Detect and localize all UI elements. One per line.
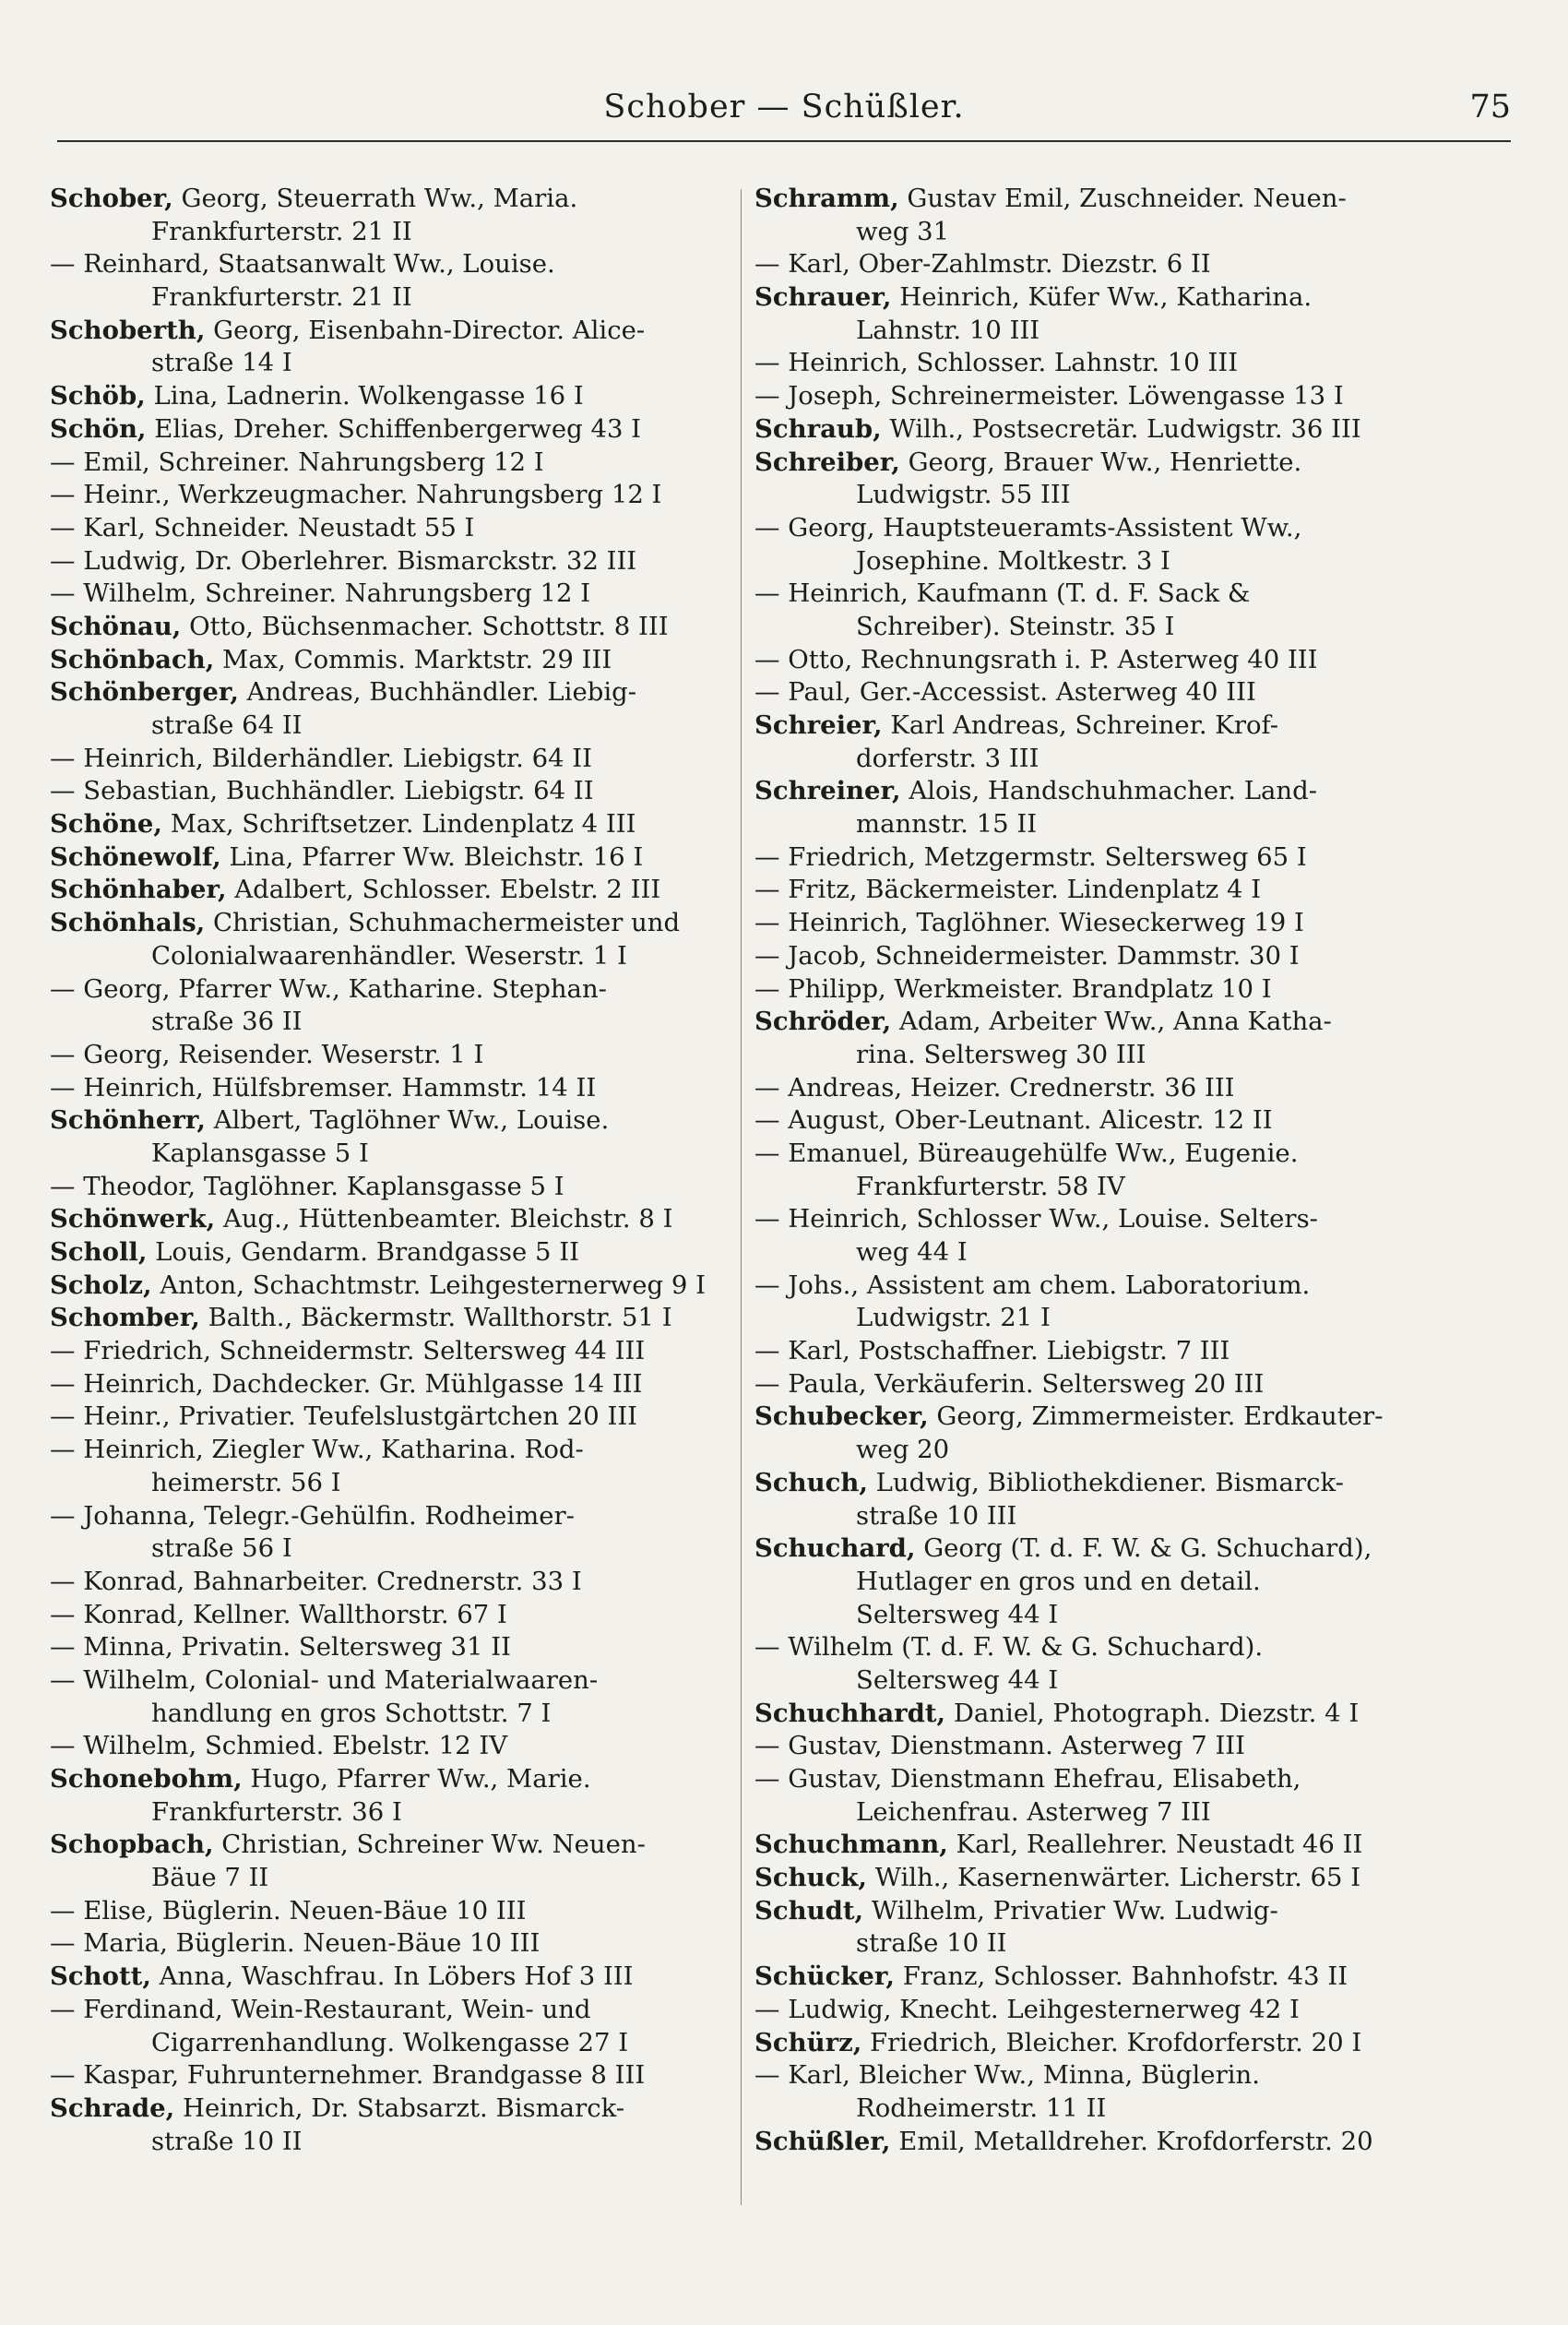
entry-text: straße 64 II xyxy=(151,710,303,740)
surname: Schonebohm, xyxy=(50,1764,243,1794)
directory-line xyxy=(754,315,1451,348)
directory-line xyxy=(50,940,746,973)
entry-text: Anton, Schachtmstr. Leihgesternerweg 9 I xyxy=(151,1270,706,1300)
directory-line xyxy=(50,248,746,281)
surname: Schuch, xyxy=(754,1467,868,1497)
directory-line xyxy=(754,578,1451,611)
directory-line xyxy=(50,676,746,709)
directory-line xyxy=(754,1434,1451,1467)
directory-line xyxy=(50,1566,746,1599)
directory-line xyxy=(50,578,746,611)
surname: Scholl, xyxy=(50,1237,148,1267)
surname: Schubecker, xyxy=(754,1401,929,1432)
directory-line xyxy=(50,808,746,841)
surname: Schrade, xyxy=(50,2092,175,2123)
entry-text: mannstr. 15 II xyxy=(856,809,1038,840)
entry-text: — Georg, Hauptsteueramts-Assistent Ww., xyxy=(754,512,1302,542)
directory-line xyxy=(754,743,1451,776)
surname: Schuck, xyxy=(754,1863,867,1893)
entry-text: — Ludwig, Knecht. Leihgesternerweg 42 I xyxy=(754,1994,1300,2024)
entry-text: Hugo, Pfarrer Ww., Marie. xyxy=(242,1764,591,1794)
directory-line xyxy=(754,808,1451,841)
entry-text: Wilh., Postsecretär. Ludwigstr. 36 III xyxy=(881,413,1361,444)
directory-line xyxy=(50,841,746,875)
directory-line xyxy=(50,380,746,413)
entry-text: Georg (T. d. F. W. & G. Schuchard), xyxy=(915,1533,1372,1564)
entry-text: — Karl, Ober-Zahlmstr. Diezstr. 6 II xyxy=(754,249,1211,280)
entry-text: — Heinr., Werkzeugmacher. Nahrungsberg 12 I xyxy=(50,480,662,510)
entry-text: Bäue 7 II xyxy=(151,1863,269,1893)
entry-text: — Ludwig, Dr. Oberlehrer. Bismarckstr. 32 III xyxy=(50,545,637,576)
directory-line xyxy=(50,512,746,545)
entry-text: — Heinrich, Kaufmann (T. d. F. Sack & xyxy=(754,578,1251,609)
directory-line xyxy=(50,1006,746,1039)
entry-text: weg 31 xyxy=(856,216,950,246)
directory-line xyxy=(50,2126,746,2159)
surname: Schoberth, xyxy=(50,315,206,345)
surname: Schönwerk, xyxy=(50,1204,216,1234)
directory-line xyxy=(50,1203,746,1236)
directory-line xyxy=(754,1566,1451,1599)
entry-text: Schreiber). Steinstr. 35 I xyxy=(856,611,1175,641)
entry-text: — August, Ober-Leutnant. Alicestr. 12 II xyxy=(754,1105,1273,1136)
surname: Schuchard, xyxy=(754,1533,916,1564)
directory-line xyxy=(50,1401,746,1434)
directory-line xyxy=(50,1335,746,1368)
directory-line xyxy=(754,611,1451,644)
right-column xyxy=(754,183,1451,2158)
directory-line xyxy=(50,775,746,808)
directory-line xyxy=(50,2027,746,2060)
entry-text: — Karl, Bleicher Ww., Minna, Büglerin. xyxy=(754,2060,1260,2091)
directory-line xyxy=(50,611,746,644)
entry-text: — Emil, Schreiner. Nahrungsberg 12 I xyxy=(50,447,544,477)
directory-line xyxy=(50,1763,746,1796)
directory-line xyxy=(50,973,746,1007)
entry-text: — Karl, Schneider. Neustadt 55 I xyxy=(50,512,475,542)
surname: Schrauer, xyxy=(754,282,892,313)
directory-line xyxy=(754,644,1451,677)
entry-text: — Wilhelm, Schmied. Ebelstr. 12 IV xyxy=(50,1731,508,1761)
directory-line xyxy=(50,1961,746,1994)
entry-text: — Johs., Assistent am chem. Laboratorium. xyxy=(754,1270,1311,1300)
entry-text: — Heinrich, Taglöhner. Wieseckerweg 19 I xyxy=(754,908,1304,938)
page-number: 75 xyxy=(1469,89,1511,125)
directory-line xyxy=(50,347,746,380)
directory-line xyxy=(50,1829,746,1862)
directory-line xyxy=(50,1434,746,1467)
entry-text: — Heinrich, Bilderhändler. Liebigstr. 64 II xyxy=(50,743,593,773)
entry-text: — Wilhelm, Colonial- und Materialwaaren- xyxy=(50,1664,599,1695)
surname: Schuchhardt, xyxy=(754,1698,946,1728)
directory-line xyxy=(50,1302,746,1335)
header-rule xyxy=(57,140,1511,142)
entry-text: — Friedrich, Schneidermstr. Seltersweg 44 III xyxy=(50,1336,646,1366)
entry-text: dorferstr. 3 III xyxy=(856,743,1039,773)
directory-line xyxy=(50,1730,746,1763)
directory-line xyxy=(754,841,1451,875)
entry-text: weg 20 xyxy=(856,1435,950,1465)
entry-text: straße 10 II xyxy=(856,1928,1007,1959)
directory-line xyxy=(754,775,1451,808)
directory-line xyxy=(754,1006,1451,1039)
entry-text: Ludwig, Bibliothekdiener. Bismarck- xyxy=(867,1467,1344,1497)
directory-line xyxy=(754,447,1451,480)
entry-text: — Reinhard, Staatsanwalt Ww., Louise. xyxy=(50,249,555,280)
entry-text: weg 44 I xyxy=(856,1237,968,1267)
entry-text: — Maria, Büglerin. Neuen-Bäue 10 III xyxy=(50,1928,540,1959)
entry-text: — Georg, Pfarrer Ww., Katharine. Stephan- xyxy=(50,973,607,1004)
entry-text: Emil, Metalldreher. Krofdorferstr. 20 xyxy=(890,2126,1373,2156)
directory-line xyxy=(754,1631,1451,1664)
directory-line xyxy=(754,1401,1451,1434)
directory-line xyxy=(754,248,1451,281)
entry-text: Leichenfrau. Asterweg 7 III xyxy=(856,1796,1211,1827)
directory-line xyxy=(50,644,746,677)
entry-text: — Emanuel, Büreaugehülfe Ww., Eugenie. xyxy=(754,1138,1299,1168)
directory-line xyxy=(50,447,746,480)
directory-line xyxy=(754,2059,1451,2092)
entry-text: Alois, Handschuhmacher. Land- xyxy=(900,776,1318,806)
entry-text: Georg, Steuerrath Ww., Maria. xyxy=(172,184,578,213)
entry-text: Georg, Zimmermeister. Erdkauter- xyxy=(928,1401,1384,1432)
directory-line xyxy=(754,1763,1451,1796)
entry-text: — Kaspar, Fuhrunternehmer. Brandgasse 8 III xyxy=(50,2060,646,2091)
directory-line xyxy=(754,1072,1451,1105)
directory-line xyxy=(50,1631,746,1664)
directory-line xyxy=(754,512,1451,545)
directory-line xyxy=(754,1796,1451,1830)
entry-text: Daniel, Photograph. Diezstr. 4 I xyxy=(945,1698,1360,1728)
surname: Schramm, xyxy=(754,184,899,213)
directory-line xyxy=(754,1862,1451,1895)
directory-line xyxy=(50,1500,746,1533)
directory-line xyxy=(50,413,746,447)
directory-line xyxy=(754,1599,1451,1632)
directory-line xyxy=(50,1072,746,1105)
directory-line xyxy=(754,413,1451,447)
directory-line xyxy=(50,1467,746,1500)
entry-text: — Jacob, Schneidermeister. Dammstr. 30 I xyxy=(754,940,1300,971)
entry-text: Andreas, Buchhändler. Liebig- xyxy=(238,677,637,708)
directory-line xyxy=(50,1039,746,1072)
entry-text: Lina, Ladnerin. Wolkengasse 16 I xyxy=(145,381,584,411)
directory-line xyxy=(754,874,1451,907)
directory-line xyxy=(50,1664,746,1698)
surname: Schröder, xyxy=(754,1007,892,1037)
directory-line xyxy=(754,545,1451,578)
entry-text: — Sebastian, Buchhändler. Liebigstr. 64 II xyxy=(50,776,594,806)
directory-line xyxy=(754,1994,1451,2027)
directory-line xyxy=(50,1796,746,1830)
entry-text: straße 10 II xyxy=(151,2126,303,2156)
entry-text: — Otto, Rechnungsrath i. P. Asterweg 40 III xyxy=(754,644,1318,674)
directory-line xyxy=(50,1532,746,1566)
entry-text: — Heinrich, Schlosser. Lahnstr. 10 III xyxy=(754,348,1239,378)
directory-line xyxy=(754,1829,1451,1862)
entry-text: Georg, Brauer Ww., Henriette. xyxy=(899,447,1302,477)
entry-text: Louis, Gendarm. Brandgasse 5 II xyxy=(147,1237,580,1267)
surname: Schopbach, xyxy=(50,1830,214,1860)
entry-text: Frankfurterstr. 21 II xyxy=(151,282,412,313)
surname: Schönherr, xyxy=(50,1105,206,1136)
entry-text: — Heinrich, Ziegler Ww., Katharina. Rod- xyxy=(50,1435,584,1465)
directory-line xyxy=(754,479,1451,512)
entry-text: Franz, Schlosser. Bahnhofstr. 43 II xyxy=(894,1961,1348,1992)
entry-text: Wilh., Kasernenwärter. Licherstr. 65 I xyxy=(866,1863,1361,1893)
entry-text: — Friedrich, Metzgermstr. Seltersweg 65 I xyxy=(754,841,1307,872)
directory-line xyxy=(754,1236,1451,1270)
surname: Schönhals, xyxy=(50,908,206,938)
entry-text: Adalbert, Schlosser. Ebelstr. 2 III xyxy=(226,875,661,905)
directory-line xyxy=(754,1203,1451,1236)
directory-line xyxy=(754,940,1451,973)
entry-text: — Ferdinand, Wein-Restaurant, Wein- und xyxy=(50,1994,591,2024)
entry-text: — Joseph, Schreinermeister. Löwengasse 13 I xyxy=(754,381,1344,411)
entry-text: — Minna, Privatin. Seltersweg 31 II xyxy=(50,1632,512,1663)
entry-text: Karl, Reallehrer. Neustadt 46 II xyxy=(947,1830,1363,1860)
directory-line xyxy=(754,347,1451,380)
entry-text: — Gustav, Dienstmann Ehefrau, Elisabeth, xyxy=(754,1764,1301,1794)
directory-line xyxy=(50,907,746,940)
entry-text: Max, Commis. Marktstr. 29 III xyxy=(214,644,612,674)
directory-line xyxy=(754,1664,1451,1698)
entry-text: Rodheimerstr. 11 II xyxy=(856,2092,1107,2123)
directory-line xyxy=(50,1927,746,1961)
entry-text: — Theodor, Taglöhner. Kaplansgasse 5 I xyxy=(50,1171,564,1201)
directory-line xyxy=(50,1270,746,1303)
entry-text: Wilhelm, Privatier Ww. Ludwig- xyxy=(863,1895,1278,1926)
directory-line xyxy=(50,2059,746,2092)
surname: Schöne, xyxy=(50,809,163,840)
entry-text: straße 56 I xyxy=(151,1533,292,1564)
entry-text: — Konrad, Bahnarbeiter. Crednerstr. 33 I xyxy=(50,1566,582,1596)
directory-line xyxy=(754,1039,1451,1072)
surname: Schuchmann, xyxy=(754,1830,948,1860)
directory-line xyxy=(754,2126,1451,2159)
entry-text: Seltersweg 44 I xyxy=(856,1664,1059,1695)
directory-line xyxy=(754,1467,1451,1500)
directory-line xyxy=(50,183,746,216)
surname: Schücker, xyxy=(754,1961,895,1992)
entry-text: Anna, Waschfrau. In Löbers Hof 3 III xyxy=(150,1961,634,1992)
entry-text: Balth., Bäckermstr. Wallthorstr. 51 I xyxy=(199,1303,672,1333)
directory-line xyxy=(50,1862,746,1895)
entry-text: — Georg, Reisender. Weserstr. 1 I xyxy=(50,1039,484,1069)
directory-line xyxy=(754,1730,1451,1763)
surname: Schön, xyxy=(50,413,147,444)
directory-line xyxy=(50,1895,746,1928)
entry-text: Elias, Dreher. Schiffenbergerweg 43 I xyxy=(146,413,642,444)
directory-line xyxy=(50,743,746,776)
entry-text: Georg, Eisenbahn-Director. Alice- xyxy=(205,315,646,345)
surname: Schönewolf, xyxy=(50,841,221,872)
entry-text: straße 10 III xyxy=(856,1500,1017,1531)
directory-line xyxy=(50,1599,746,1632)
entry-text: — Karl, Postschaffner. Liebigstr. 7 III xyxy=(754,1336,1230,1366)
directory-line xyxy=(754,216,1451,249)
entry-text: handlung en gros Schottstr. 7 I xyxy=(151,1698,552,1728)
directory-line xyxy=(754,1927,1451,1961)
surname: Schober, xyxy=(50,184,173,213)
surname: Schöb, xyxy=(50,381,146,411)
surname: Schreiner, xyxy=(754,776,901,806)
entry-text: — Heinrich, Schlosser Ww., Louise. Selters- xyxy=(754,1204,1318,1234)
entry-text: Gustav Emil, Zuschneider. Neuen- xyxy=(898,184,1347,213)
directory-line xyxy=(754,1138,1451,1171)
entry-text: — Heinrich, Dachdecker. Gr. Mühlgasse 14 III xyxy=(50,1368,643,1399)
entry-text: Albert, Taglöhner Ww., Louise. xyxy=(205,1105,610,1136)
entry-text: Karl Andreas, Schreiner. Krof- xyxy=(882,710,1279,740)
entry-text: heimerstr. 56 I xyxy=(151,1467,341,1497)
directory-line xyxy=(754,281,1451,315)
entry-text: Ludwigstr. 21 I xyxy=(856,1303,1051,1333)
directory-line xyxy=(50,1368,746,1401)
surname: Schönberger, xyxy=(50,677,239,708)
entry-text: Heinrich, Dr. Stabsarzt. Bismarck- xyxy=(174,2092,625,2123)
entry-text: rina. Seltersweg 30 III xyxy=(856,1039,1146,1069)
directory-line xyxy=(754,1104,1451,1138)
directory-line xyxy=(50,216,746,249)
directory-line xyxy=(754,1961,1451,1994)
entry-text: — Heinrich, Hülfsbremser. Hammstr. 14 II xyxy=(50,1072,597,1103)
running-title: Schober — Schüßler. xyxy=(603,89,965,125)
directory-line xyxy=(754,380,1451,413)
surname: Schönau, xyxy=(50,611,182,641)
directory-line xyxy=(754,1698,1451,1731)
directory-line xyxy=(754,676,1451,709)
entry-text: straße 36 II xyxy=(151,1007,303,1037)
surname: Schraub, xyxy=(754,413,882,444)
directory-line xyxy=(754,1368,1451,1401)
entry-text: — Gustav, Dienstmann. Asterweg 7 III xyxy=(754,1731,1246,1761)
entry-text: straße 14 I xyxy=(151,348,292,378)
entry-text: — Konrad, Kellner. Wallthorstr. 67 I xyxy=(50,1599,507,1629)
entry-text: — Wilhelm (T. d. F. W. & G. Schuchard). xyxy=(754,1632,1264,1663)
entry-text: Ludwigstr. 55 III xyxy=(856,480,1071,510)
entry-text: Frankfurterstr. 36 I xyxy=(151,1796,402,1827)
directory-line xyxy=(50,1236,746,1270)
directory-line xyxy=(50,874,746,907)
page-header xyxy=(57,81,1511,146)
directory-line xyxy=(754,183,1451,216)
entry-text: Aug., Hüttenbeamter. Bleichstr. 8 I xyxy=(215,1204,673,1234)
directory-line xyxy=(754,1895,1451,1928)
entry-text: — Heinr., Privatier. Teufelslustgärtchen 20 III xyxy=(50,1401,638,1432)
entry-text: Adam, Arbeiter Ww., Anna Katha- xyxy=(891,1007,1332,1037)
directory-line xyxy=(50,315,746,348)
surname: Schönbach, xyxy=(50,644,215,674)
directory-line xyxy=(50,709,746,743)
directory-line xyxy=(754,973,1451,1007)
directory-line xyxy=(50,1171,746,1204)
left-column xyxy=(50,183,746,2158)
directory-line xyxy=(50,1994,746,2027)
entry-text: Cigarrenhandlung. Wolkengasse 27 I xyxy=(151,2027,629,2057)
entry-text: Max, Schriftsetzer. Lindenplatz 4 III xyxy=(162,809,636,840)
surname: Scholz, xyxy=(50,1270,152,1300)
entry-text: Kaplansgasse 5 I xyxy=(151,1138,369,1168)
directory-line xyxy=(754,1171,1451,1204)
directory-line xyxy=(754,2027,1451,2060)
entry-text: Otto, Büchsenmacher. Schottstr. 8 III xyxy=(181,611,669,641)
directory-line xyxy=(754,709,1451,743)
entry-text: Lahnstr. 10 III xyxy=(856,315,1040,345)
surname: Schudt, xyxy=(754,1895,864,1926)
directory-line xyxy=(50,2092,746,2126)
directory-line xyxy=(50,1698,746,1731)
entry-text: Frankfurterstr. 21 II xyxy=(151,216,412,246)
directory-line xyxy=(754,1270,1451,1303)
entry-text: — Paul, Ger.-Accessist. Asterweg 40 III xyxy=(754,677,1256,708)
entry-text: Colonialwaarenhändler. Weserstr. 1 I xyxy=(151,940,627,971)
entry-text: Lina, Pfarrer Ww. Bleichstr. 16 I xyxy=(220,841,644,872)
entry-text: Hutlager en gros und en detail. xyxy=(856,1566,1261,1596)
entry-text: — Elise, Büglerin. Neuen-Bäue 10 III xyxy=(50,1895,527,1926)
entry-text: — Fritz, Bäckermeister. Lindenplatz 4 I xyxy=(754,875,1262,905)
entry-text: — Johanna, Telegr.-Gehülfin. Rodheimer- xyxy=(50,1500,575,1531)
directory-line xyxy=(50,545,746,578)
directory-line xyxy=(754,1335,1451,1368)
surname: Schreiber, xyxy=(754,447,900,477)
surname: Schreier, xyxy=(754,710,883,740)
directory-line xyxy=(754,1532,1451,1566)
column-divider xyxy=(741,189,742,2205)
directory-line xyxy=(754,907,1451,940)
directory-line xyxy=(754,2092,1451,2126)
entry-text: Friedrich, Bleicher. Krofdorferstr. 20 I xyxy=(861,2027,1362,2057)
directory-line xyxy=(50,281,746,315)
entry-text: Seltersweg 44 I xyxy=(856,1599,1059,1629)
directory-line xyxy=(754,1500,1451,1533)
directory-line xyxy=(754,1302,1451,1335)
entry-text: — Philipp, Werkmeister. Brandplatz 10 I xyxy=(754,973,1272,1004)
surname: Schürz, xyxy=(754,2027,862,2057)
entry-text: Christian, Schuhmachermeister und xyxy=(205,908,681,938)
entry-text: — Andreas, Heizer. Crednerstr. 36 III xyxy=(754,1072,1235,1103)
directory-line xyxy=(50,1138,746,1171)
entry-text: — Paula, Verkäuferin. Seltersweg 20 III xyxy=(754,1368,1265,1399)
entry-text: Frankfurterstr. 58 IV xyxy=(856,1171,1125,1201)
surname: Schüßler, xyxy=(754,2126,891,2156)
entry-text: — Wilhelm, Schreiner. Nahrungsberg 12 I xyxy=(50,578,591,609)
entry-text: Heinrich, Küfer Ww., Katharina. xyxy=(891,282,1313,313)
directory-line xyxy=(50,1104,746,1138)
directory-line xyxy=(50,479,746,512)
surname: Schomber, xyxy=(50,1303,200,1333)
entry-text: Christian, Schreiner Ww. Neuen- xyxy=(213,1830,646,1860)
surname: Schönhaber, xyxy=(50,875,227,905)
surname: Schott, xyxy=(50,1961,151,1992)
entry-text: Josephine. Moltkestr. 3 I xyxy=(856,545,1170,576)
